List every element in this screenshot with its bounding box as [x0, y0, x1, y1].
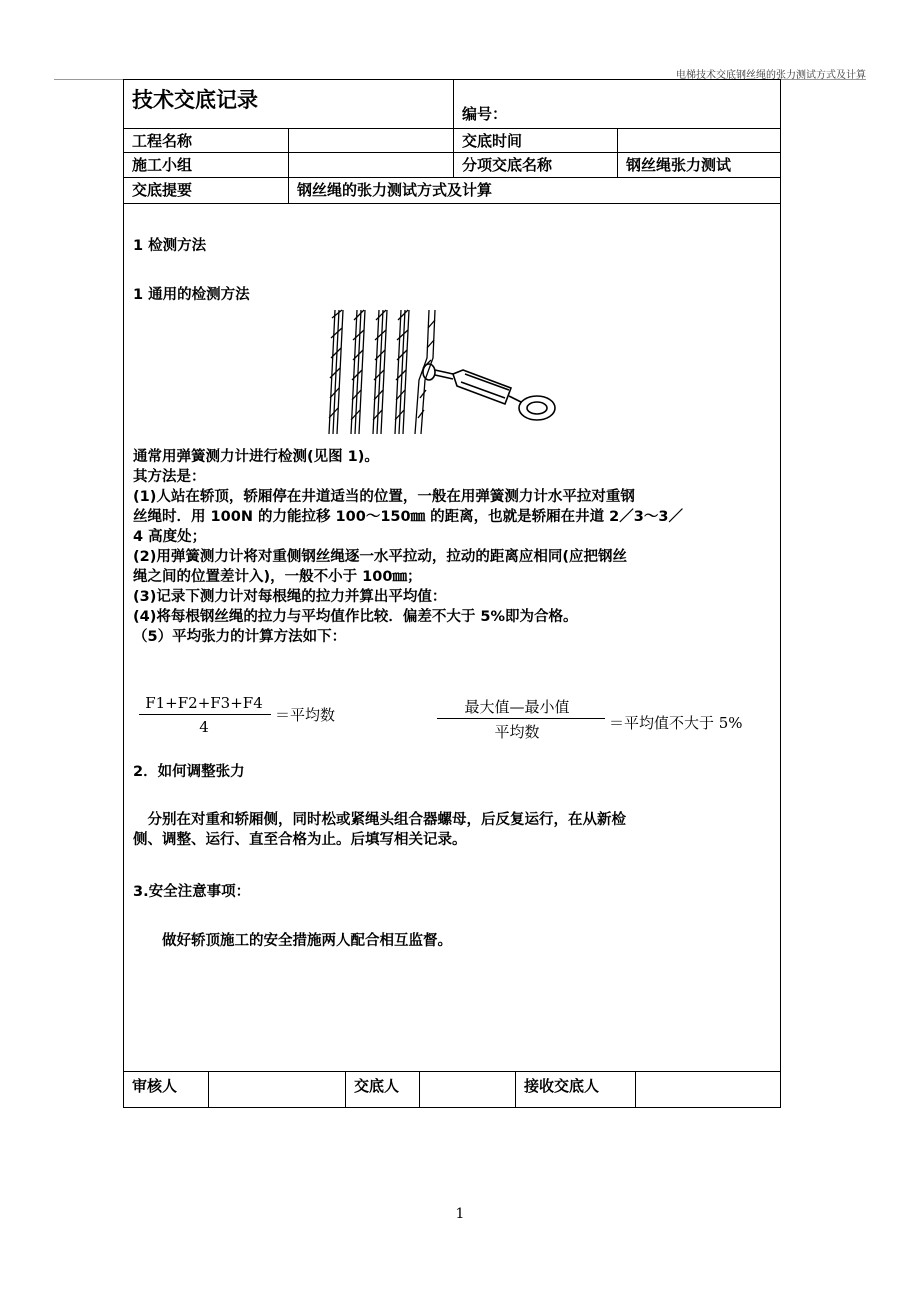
summary-value: 钢丝绳的张力测试方式及计算 — [289, 178, 780, 204]
section-heading-1: 1 检测方法 — [133, 238, 207, 254]
receiver-field[interactable] — [636, 1071, 780, 1107]
page-number: 1 — [455, 1206, 465, 1222]
method-description — [133, 447, 773, 647]
body-line: (1)人站在轿顶，轿厢停在井道适当的位置，一般在用弹簧测力计水平拉对重钢 — [133, 489, 635, 505]
form-title: 技术交底记录 — [124, 80, 454, 129]
fraction-bar — [437, 718, 605, 719]
body-line: （5）平均张力的计算方法如下： — [133, 629, 347, 645]
section-heading-1-1: 1 通用的检测方法 — [133, 287, 250, 303]
body-line: (4)将每根钢丝绳的拉力与平均值作比较．偏差不大于 5%即为合格。 — [133, 609, 578, 625]
safety-text: 做好轿顶施工的安全措施两人配合相互监督。 — [133, 933, 452, 949]
body-line: (3)记录下测力计对每根绳的拉力并算出平均值： — [133, 589, 447, 605]
section-heading-3: 3.安全注意事项： — [133, 884, 251, 900]
summary-label: 交底提要 — [124, 178, 289, 204]
body-line: 其方法是： — [133, 469, 206, 485]
formulas — [133, 693, 773, 753]
time-field[interactable] — [618, 129, 780, 153]
formula-denominator: 4 — [199, 718, 209, 736]
receiver-label: 接收交底人 — [516, 1071, 636, 1107]
team-label: 施工小组 — [124, 153, 289, 178]
body-line: 丝绳时．用 100N 的力能拉移 100～150㎜ 的距离，也就是轿厢在井道 2／3～3／ — [133, 509, 683, 525]
body-line: 绳之间的位置差计入)，一般不小于 100㎜； — [133, 569, 422, 585]
reviewer-field[interactable] — [209, 1071, 346, 1107]
team-field[interactable] — [289, 153, 454, 178]
adjust-tension-text — [133, 810, 773, 850]
project-name-label: 工程名称 — [124, 129, 289, 153]
formula-result: ＝平均数 — [275, 706, 336, 724]
body-line: 分别在对重和轿厢侧，同时松或紧绳头组合器螺母，后反复运行，在从新检 — [133, 812, 626, 828]
reviewer-label: 审核人 — [124, 1071, 209, 1107]
body-line: 侧、调整、运行、直至合格为止。后填写相关记录。 — [133, 832, 467, 848]
fraction-bar — [139, 714, 271, 715]
steel-ropes — [329, 310, 435, 434]
technical-briefing-form — [123, 79, 781, 1108]
time-label: 交底时间 — [454, 129, 618, 153]
formula-denominator: 平均数 — [494, 723, 540, 741]
body-line: (2)用弹簧测力计将对重侧钢丝绳逐一水平拉动，拉动的距离应相同(应把钢丝 — [133, 549, 627, 565]
running-header: 电梯技术交底钢丝绳的张力测试方式及计算 — [676, 70, 866, 81]
spring-scale-rope-figure — [325, 308, 565, 438]
briefing-content — [124, 204, 780, 1071]
section-heading-2: 2．如何调整张力 — [133, 764, 245, 780]
item-label: 分项交底名称 — [454, 153, 618, 178]
formula-result: ＝平均值不大于 5% — [609, 714, 743, 732]
project-name-field[interactable] — [289, 129, 454, 153]
presenter-field[interactable] — [420, 1071, 516, 1107]
formula-numerator: F1+F2+F3+F4 — [145, 694, 263, 712]
spring-scale-icon — [423, 364, 555, 420]
formula-numerator: 最大值—最小值 — [464, 698, 570, 716]
body-line: 通常用弹簧测力计进行检测(见图 1)。 — [133, 449, 379, 465]
body-line: 4 高度处； — [133, 529, 207, 545]
number-label: 编号： — [454, 80, 780, 129]
presenter-label: 交底人 — [346, 1071, 420, 1107]
item-value: 钢丝绳张力测试 — [618, 153, 780, 178]
